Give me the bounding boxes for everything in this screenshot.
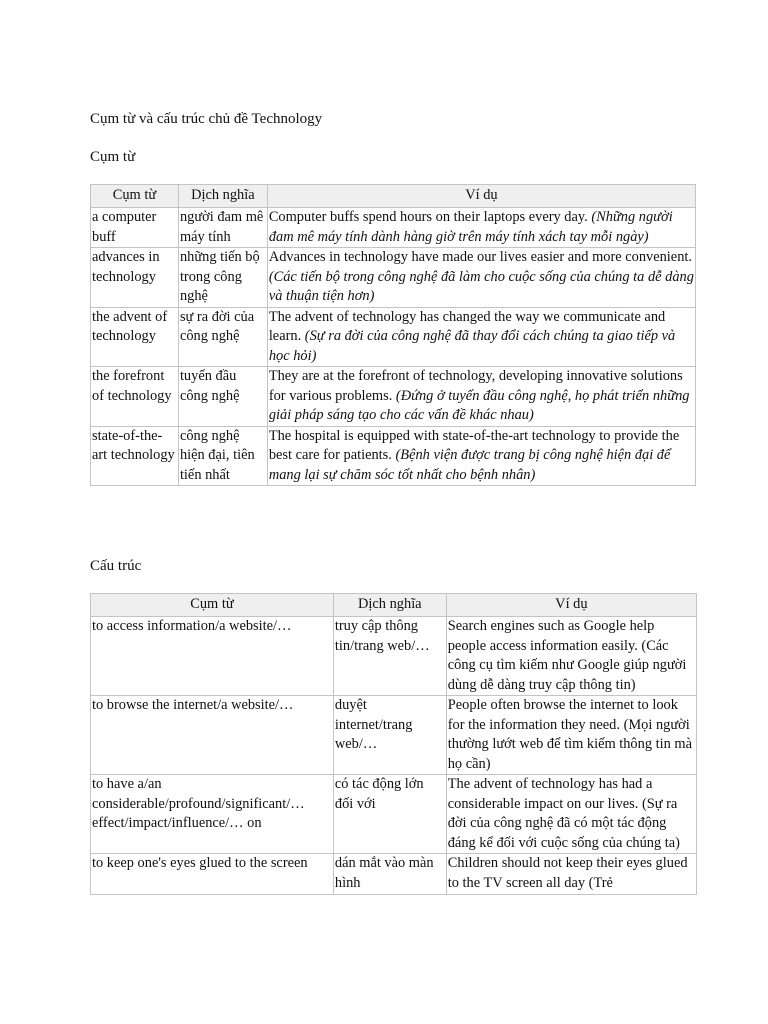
cell-meaning: công nghệ hiện đại, tiên tiến nhất xyxy=(178,426,267,486)
cell-example-text: Children should not keep their eyes glued to the TV screen all day (Trẻ xyxy=(447,855,688,891)
header-phrase: Cụm từ xyxy=(91,594,334,617)
example-vi: (Bệnh viện được trang bị công nghệ hiện đại để mang lại sự chăm sóc tốt nhất cho bệnh nhân) xyxy=(268,447,671,483)
cell-example xyxy=(446,854,696,895)
cell-phrase: to keep one's eyes glued to the screen xyxy=(91,854,334,895)
example-vi: (Những người đam mê máy tính dành hàng giờ trên máy tính xách tay mỗi ngày) xyxy=(268,209,673,245)
table-row xyxy=(91,367,696,427)
header-meaning: Dịch nghĩa xyxy=(178,185,267,208)
table-header-row xyxy=(91,185,696,208)
cell-meaning: duyệt internet/trang web/… xyxy=(333,696,446,775)
cell-phrase: to have a/an considerable/profound/significant/… effect/impact/influence/… on xyxy=(91,775,334,854)
cell-example xyxy=(267,367,695,427)
cell-example xyxy=(267,426,695,486)
cell-phrase: advances in technology xyxy=(91,248,179,308)
table-row xyxy=(91,775,697,854)
example-en: They are at the forefront of technology, developing innovative solutions for various problems. xyxy=(268,368,683,404)
cell-phrase: to browse the internet/a website/… xyxy=(91,696,334,775)
header-meaning: Dịch nghĩa xyxy=(333,594,446,617)
phrases-table xyxy=(90,184,696,486)
cell-example xyxy=(267,248,695,308)
cell-phrase: to access information/a website/… xyxy=(91,617,334,696)
structures-table xyxy=(90,593,697,895)
cell-meaning: truy cập thông tin/trang web/… xyxy=(333,617,446,696)
table-row xyxy=(91,696,697,775)
example-en: Advances in technology have made our lives easier and more convenient. xyxy=(268,249,692,265)
table-row xyxy=(91,426,696,486)
header-example: Ví dụ xyxy=(446,594,696,617)
cell-meaning: sự ra đời của công nghệ xyxy=(178,307,267,367)
section1-heading: Cụm từ xyxy=(90,149,136,165)
header-example: Ví dụ xyxy=(267,185,695,208)
table-header-row xyxy=(91,594,697,617)
cell-phrase: the forefront of technology xyxy=(91,367,179,427)
table-row xyxy=(91,617,697,696)
cell-example: People often browse the internet to look for the information they need. (Mọi người thường lướt web để tìm kiếm thông tin mà họ cần) xyxy=(446,696,696,775)
cell-phrase: state-of-the-art technology xyxy=(91,426,179,486)
table-row xyxy=(91,208,696,248)
cell-phrase: a computer buff xyxy=(91,208,179,248)
section2-heading: Cấu trúc xyxy=(90,558,142,574)
header-phrase: Cụm từ xyxy=(91,185,179,208)
example-en: The advent of technology has changed the way we communicate and learn. xyxy=(268,308,666,344)
cell-example: The advent of technology has had a considerable impact on our lives. (Sự ra đời của công nghệ đã có một tác động đáng kể đối với cuộc sống của chúng ta) xyxy=(446,775,696,854)
page-title: Cụm từ và cấu trúc chủ đề Technology xyxy=(90,111,323,127)
table-row xyxy=(91,307,696,367)
cell-meaning: tuyến đầu công nghệ xyxy=(178,367,267,427)
example-en: The hospital is equipped with state-of-the-art technology to provide the best care for patients. xyxy=(268,427,680,463)
example-vi: (Đứng ở tuyến đầu công nghệ, họ phát triển những giải pháp sáng tạo cho các vấn đề khác nhau) xyxy=(268,387,690,423)
table-row xyxy=(91,248,696,308)
cell-example xyxy=(267,208,695,248)
cell-meaning: có tác động lớn đối với xyxy=(333,775,446,854)
cell-meaning: người đam mê máy tính xyxy=(178,208,267,248)
example-vi: (Các tiến bộ trong công nghệ đã làm cho cuộc sống của chúng ta dễ dàng và thuận tiện hơn) xyxy=(268,268,694,304)
example-en: Computer buffs spend hours on their laptops every day. xyxy=(268,209,588,225)
cell-example xyxy=(267,307,695,367)
example-vi: (Sự ra đời của công nghệ đã thay đổi cách chúng ta giao tiếp và học hỏi) xyxy=(268,328,676,364)
cell-phrase: the advent of technology xyxy=(91,307,179,367)
cell-meaning: dán mắt vào màn hình xyxy=(333,854,446,895)
table-row xyxy=(91,854,697,895)
cell-meaning: những tiến bộ trong công nghệ xyxy=(178,248,267,308)
cell-example: Search engines such as Google help people access information easily. (Các công cụ tìm kiếm như Google giúp người dùng dễ dàng truy cập thông tin) xyxy=(446,617,696,696)
